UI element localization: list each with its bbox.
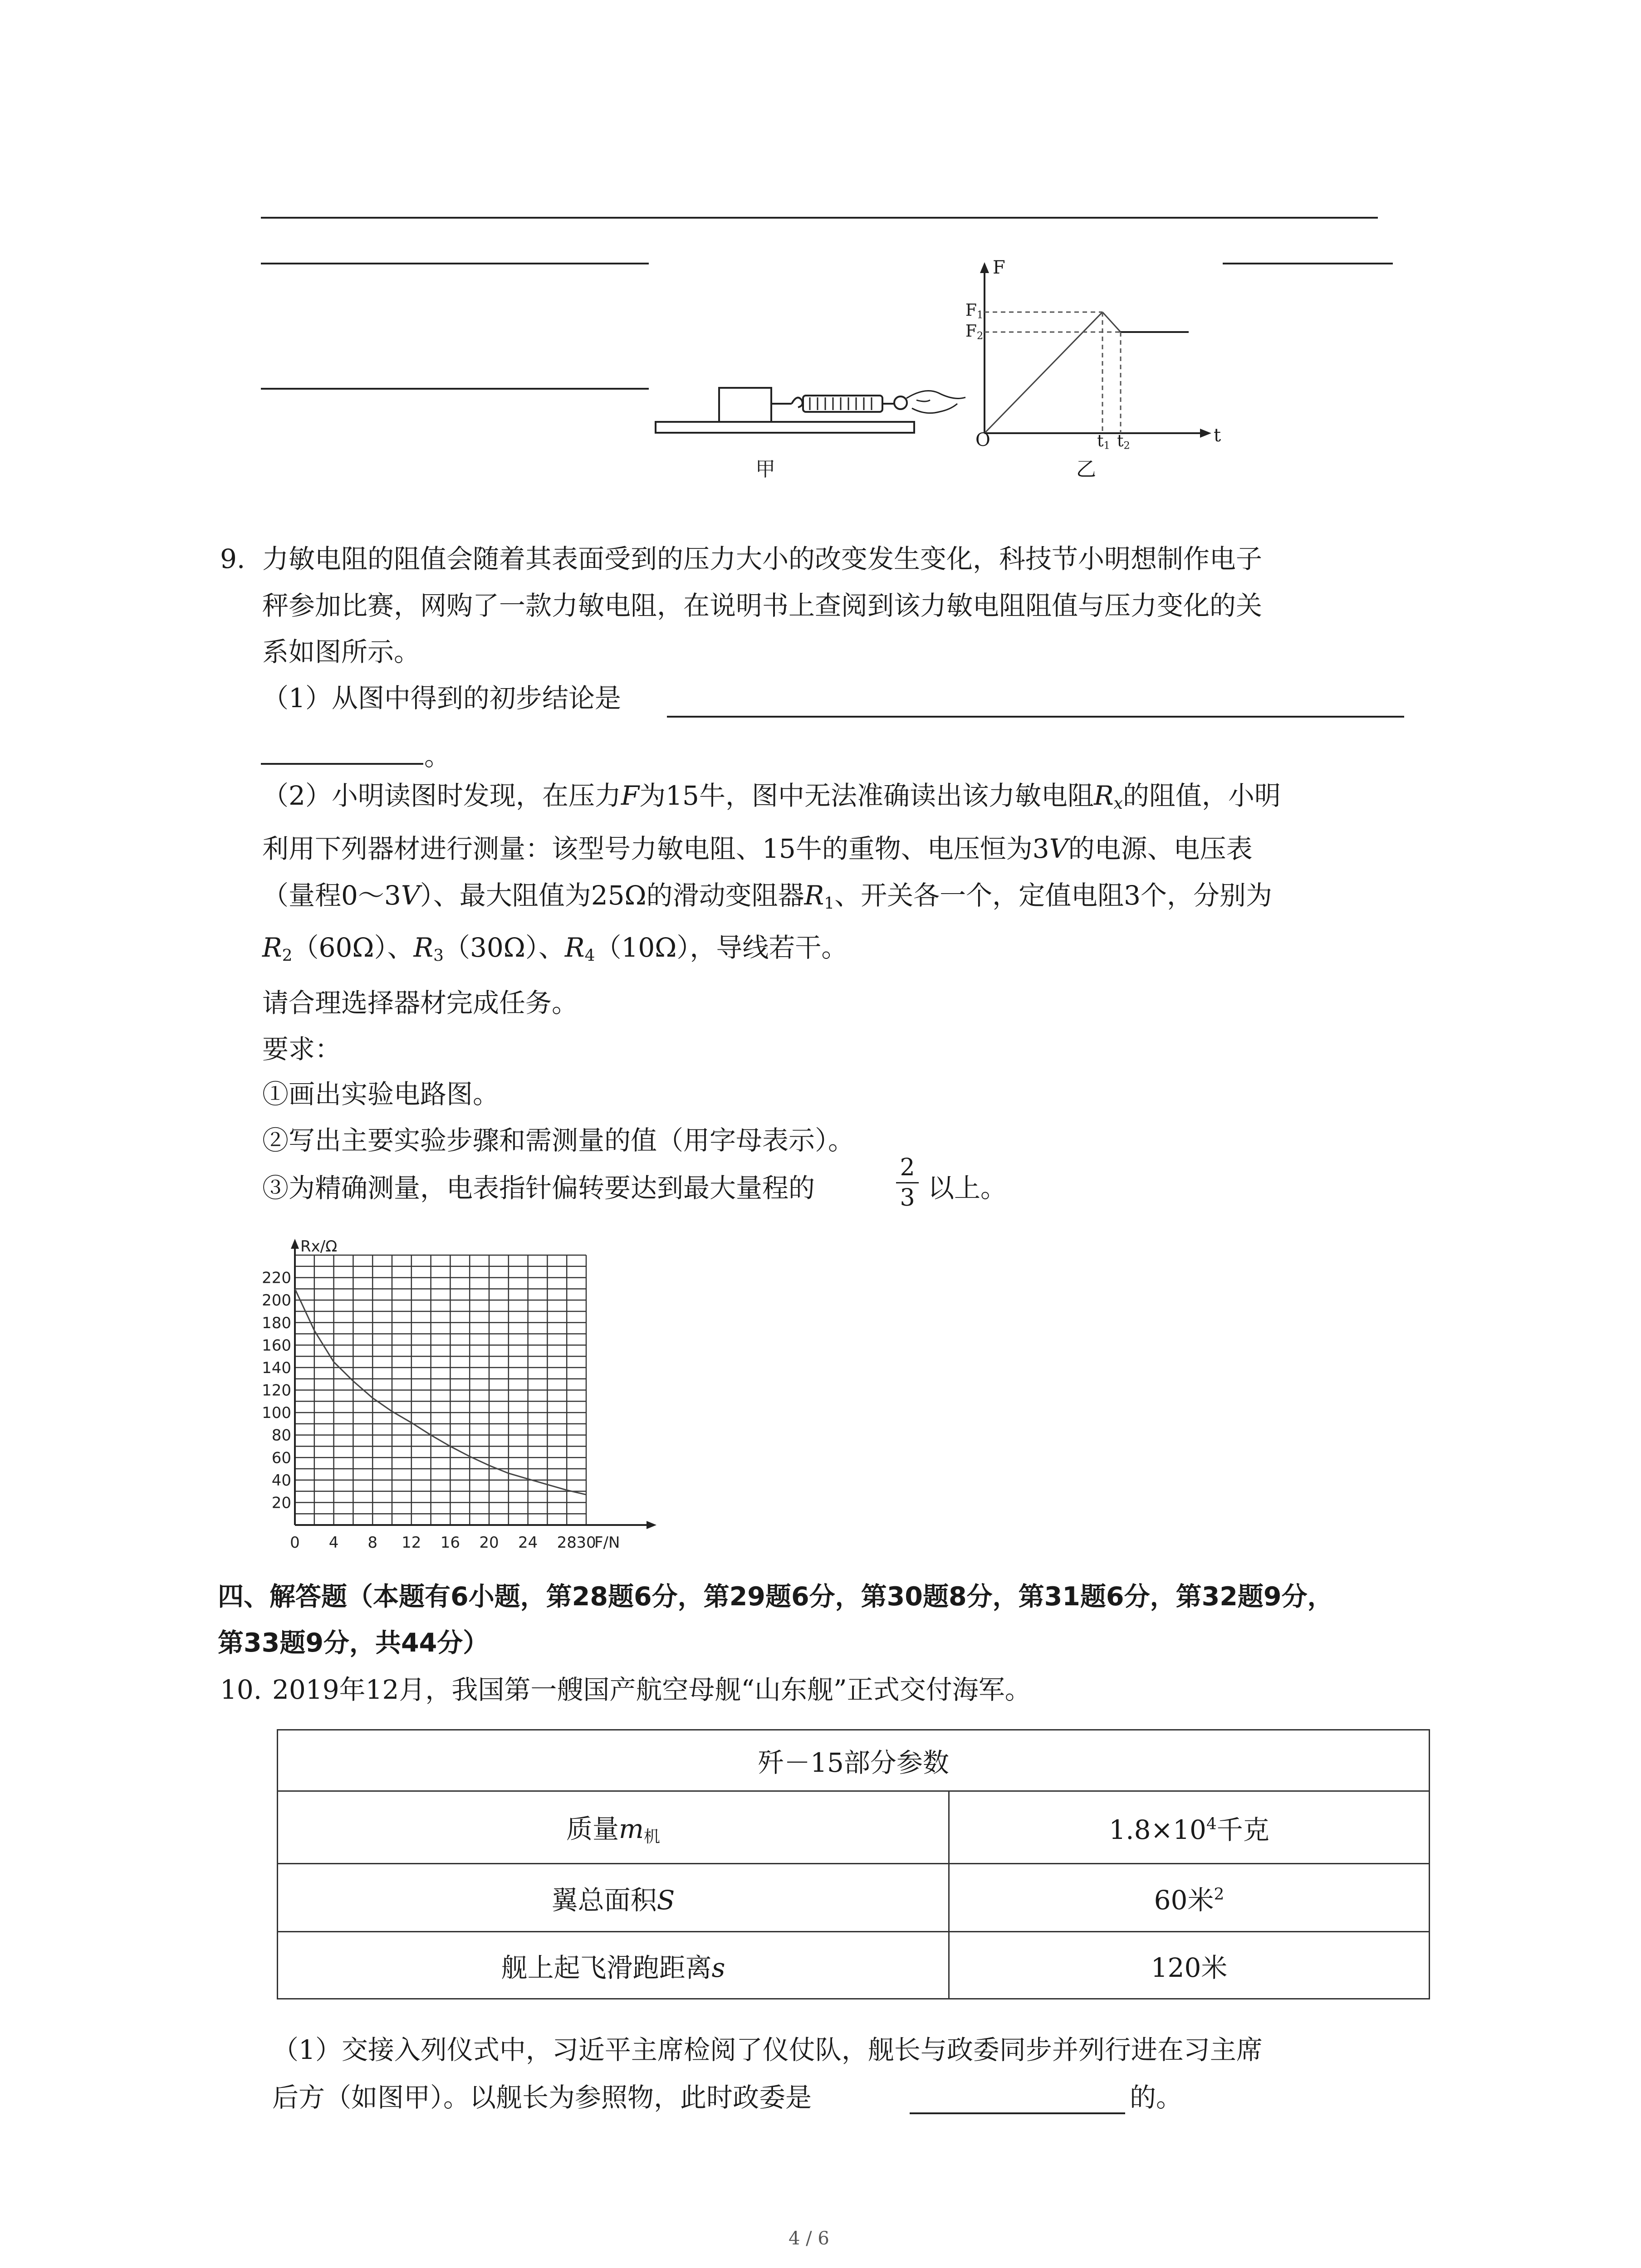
- sub-question: （2）小明读图时发现，在压力F为15牛，图中无法准确读出该力敏电阻$R_x$的阻值，小明: [262, 780, 1281, 813]
- table-cell: $1.8\times 10^4$千克: [949, 1791, 1430, 1864]
- sub-question: （1）交接入列仪式中，习近平主席检阅了仪仗队，舰长与政委同步并列行进在习主席: [272, 2034, 1263, 2065]
- x-tick-label: 16: [440, 1534, 460, 1552]
- question-text: 请合理选择器材完成任务。: [262, 987, 578, 1018]
- answer-blank[interactable]: [261, 763, 423, 765]
- period: 。: [424, 741, 451, 772]
- question-text: 力敏电阻的阻值会随着其表面受到的压力大小的改变发生变化，科技节小明想制作电子: [262, 543, 1263, 574]
- sub-question: 的。: [1130, 2082, 1183, 2113]
- y-tick-label: 220: [262, 1269, 291, 1287]
- y-tick-label: 140: [262, 1359, 291, 1377]
- y-tick-label: 120: [262, 1381, 291, 1400]
- fraction: [896, 1156, 919, 1210]
- sub-question: 后方（如图甲）。以舰长为参照物，此时政委是: [272, 2082, 812, 2113]
- graph-label-t1: $t_1$: [1097, 432, 1110, 452]
- table-header: 歼－15部分参数: [278, 1730, 1430, 1791]
- y-tick-label: 20: [271, 1494, 291, 1512]
- fraction-denominator: 3: [900, 1184, 915, 1212]
- y-axis-label: Rx/Ω: [300, 1237, 338, 1256]
- table-cell: 60米$^2$: [949, 1864, 1430, 1932]
- sub-question: （1）从图中得到的初步结论是: [262, 683, 621, 714]
- answer-blank[interactable]: [910, 2112, 1125, 2114]
- question-text: 要求：: [262, 1034, 342, 1065]
- answer-line: [261, 217, 1378, 219]
- resistance-force-chart: [252, 1236, 683, 1567]
- question-number: 9.: [220, 543, 245, 574]
- x-axis-arrow: [647, 1521, 656, 1529]
- table-cell: 翼总面积S: [278, 1864, 949, 1932]
- y-tick-label: 40: [271, 1471, 291, 1490]
- question-text: 秤参加比赛，网购了一款力敏电阻，在说明书上查阅到该力敏电阻阻值与压力变化的关: [262, 590, 1263, 621]
- y-tick-label: 60: [271, 1449, 291, 1467]
- table-cell: 舰上起飞滑跑距离s: [278, 1932, 949, 1999]
- graph-origin: O: [975, 430, 990, 450]
- figure-jia: [649, 372, 975, 440]
- x-tick-label: 24: [518, 1534, 538, 1552]
- x-tick-label: 4: [328, 1534, 339, 1552]
- x-axis-label: F/N: [594, 1534, 620, 1552]
- requirement-item: 以上。: [928, 1173, 1007, 1203]
- table-row: [278, 1932, 1430, 1999]
- y-tick-label: 160: [262, 1336, 291, 1355]
- question-text: （量程0～3V）、最大阻值为25Ω的滑动变阻器$R_1$、开关各一个，定值电阻3个，分别为: [262, 880, 1273, 913]
- y-tick-label: 200: [262, 1291, 291, 1310]
- section-title: 四、解答题（本题有6小题，第28题6分，第29题6分，第30题8分，第31题6分，第32题9分，: [218, 1582, 1333, 1612]
- section-title: 第33题9分，共44分）: [218, 1628, 489, 1658]
- graph-label-f1: $F_1$: [965, 301, 984, 321]
- figure-label-yi: 乙: [1076, 458, 1096, 481]
- table-row: [278, 1864, 1430, 1932]
- graph-label-f2: $F_2$: [965, 322, 984, 342]
- answer-line: [261, 388, 649, 390]
- resistance-curve: [295, 1289, 586, 1495]
- x-tick-label: 28: [557, 1534, 577, 1552]
- question-text: 利用下列器材进行测量：该型号力敏电阻、15牛的重物、电压恒为3V的电源、电压表: [262, 833, 1253, 864]
- graph-axis-f: F: [993, 257, 1005, 278]
- y-tick-label: 100: [262, 1404, 291, 1422]
- y-axis-arrow: [291, 1239, 299, 1249]
- y-tick-label: 80: [271, 1426, 291, 1445]
- graph-axis-t: t: [1214, 425, 1221, 446]
- requirement-item: ②写出主要实验步骤和需测量的值（用字母表示）。: [262, 1125, 855, 1156]
- figure-label-jia: 甲: [755, 458, 775, 481]
- page-number: 4 / 6: [789, 2228, 829, 2249]
- fraction-numerator: 2: [900, 1154, 915, 1181]
- requirement-item: ①画出实验电路图。: [262, 1079, 500, 1110]
- figure-yi-graph: [960, 254, 1223, 454]
- x-tick-label: 8: [367, 1534, 378, 1552]
- answer-line: [1223, 263, 1393, 264]
- answer-line: [261, 263, 649, 264]
- parameter-table: [277, 1729, 1430, 1999]
- table-header-row: [278, 1730, 1430, 1791]
- x-tick-label: 12: [402, 1534, 421, 1552]
- question-text: $R_2(60\Omega)$、$R_3(30\Omega)$、$R_4(10\Omega)$，导线若干。: [262, 932, 848, 965]
- y-tick-label: 180: [262, 1314, 291, 1332]
- x-tick-label: 20: [479, 1534, 499, 1552]
- requirement-item: ③为精确测量，电表指针偏转要达到最大量程的: [262, 1173, 815, 1203]
- answer-blank[interactable]: [667, 716, 1404, 718]
- table-cell: 质量$m_机$: [278, 1791, 949, 1864]
- x-tick-label: 30: [576, 1534, 596, 1552]
- x-tick-label: 0: [290, 1534, 300, 1552]
- question-text: 2019年12月，我国第一艘国产航空母舰“山东舰”正式交付海军。: [272, 1674, 1031, 1705]
- graph-label-t2: $t_2$: [1117, 432, 1130, 452]
- question-text: 系如图所示。: [262, 636, 421, 667]
- question-number: 10.: [220, 1674, 262, 1705]
- table-row: [278, 1791, 1430, 1864]
- table-cell: 120米: [949, 1932, 1430, 1999]
